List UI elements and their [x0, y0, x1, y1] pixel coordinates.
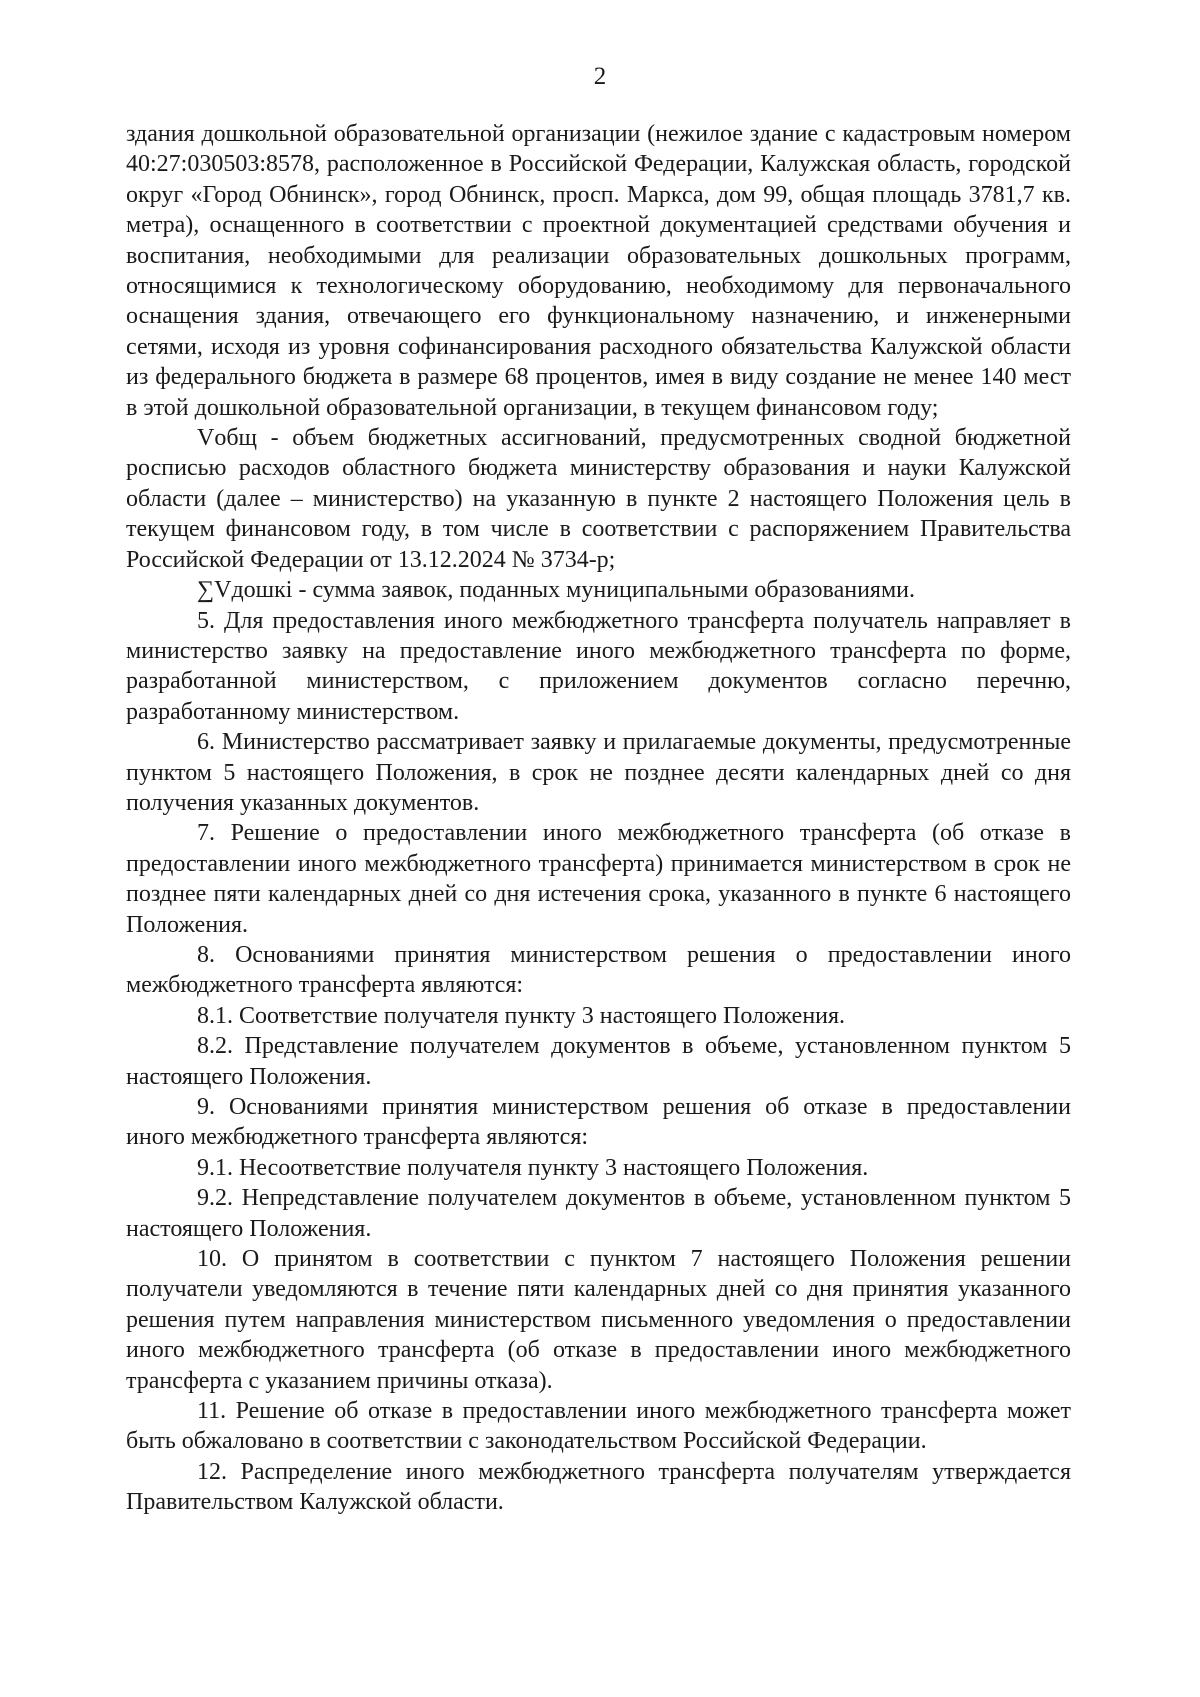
document-body — [126, 119, 1071, 1518]
paragraph-building-description: здания дошкольной образовательной организации (нежилое здание с кадастровым номером 40:27:030503:8578, расположенное в Российской Федерации, Калужская область, городской округ «Город Обнинск», город Обнинск, просп. Маркса, дом 99, общая площадь 3781,7 кв. метра), оснащенного в соответствии с проектной документацией средствами обучения и воспитания, необходимыми для реализации образовательных дошкольных программ, относящимися к технологическому оборудованию, необходимому для первоначального оснащения здания, отвечающего его функциональному назначению, и инженерными сетями, исходя из уровня софинансирования расходного обязательства Калужской области из федерального бюджета в размере 68 процентов, имея в виду создание не менее 140 мест в этой дошкольной образовательной организации, в текущем финансовом году; — [126, 121, 1071, 421]
paragraph-item-8-2: 8.2. Представление получателем документов в объеме, установленном пунктом 5 настоящего Положения. — [126, 1033, 1071, 1090]
paragraph-item-6: 6. Министерство рассматривает заявку и прилагаемые документы, предусмотренные пунктом 5 настоящего Положения, в срок не позднее десяти календарных дней со дня получения указанных документов. — [126, 729, 1071, 816]
paragraph-item-5: 5. Для предоставления иного межбюджетного трансферта получатель направляет в министерство заявку на предоставление иного межбюджетного трансферта по форме, разработанной министерством, с приложением документов согласно перечню, разработанному министерством. — [126, 607, 1071, 725]
paragraph-item-9: 9. Основаниями принятия министерством решения об отказе в предоставлении иного межбюджетного трансферта являются: — [126, 1094, 1071, 1151]
paragraph-item-7: 7. Решение о предоставлении иного межбюджетного трансферта (об отказе в предоставлении иного межбюджетного трансферта) принимается министерством в срок не позднее пяти календарных дней со дня истечения срока, указанного в пункте 6 настоящего Положения. — [126, 820, 1071, 938]
paragraph-sum-applications: ∑Vдошкi - сумма заявок, поданных муниципальными образованиями. — [197, 577, 915, 604]
paragraph-vobsch-definition: Vобщ - объем бюджетных ассигнований, предусмотренных сводной бюджетной росписью расходов областного бюджета министерству образования и науки Калужской области (далее – министерство) на указанную в пункте 2 настоящего Положения цель в текущем финансовом году, в том числе в соответствии с распоряжением Правительства Российской Федерации от 13.12.2024 № 3734-р; — [126, 425, 1071, 573]
paragraph-item-8: 8. Основаниями принятия министерством решения о предоставлении иного межбюджетного трансферта являются: — [126, 941, 1071, 999]
paragraph-item-9-1: 9.1. Несоответствие получателя пункту 3 настоящего Положения. — [197, 1154, 869, 1181]
paragraph-item-9-2: 9.2. Непредставление получателем документов в объеме, установленном пунктом 5 настоящего Положения. — [126, 1185, 1071, 1242]
page-number: 2 — [593, 63, 607, 90]
paragraph-item-10: 10. О принятом в соответствии с пунктом 7 настоящего Положения решении получатели уведомляются в течение пяти календарных дней со дня принятия указанного решения путем направления министерством письменного уведомления о предоставлении иного межбюджетного трансферта (об отказе в предоставлении иного межбюджетного трансферта с указанием причины отказа). — [126, 1246, 1071, 1394]
paragraph-item-11: 11. Решение об отказе в предоставлении иного межбюджетного трансферта может быть обжаловано в соответствии с законодательством Российской Федерации. — [126, 1398, 1071, 1455]
paragraph-item-8-1: 8.1. Соответствие получателя пункту 3 настоящего Положения. — [197, 1002, 846, 1029]
paragraph-item-12: 12. Распределение иного межбюджетного трансферта получателям утверждается Правительством Калужской области. — [126, 1458, 1071, 1516]
